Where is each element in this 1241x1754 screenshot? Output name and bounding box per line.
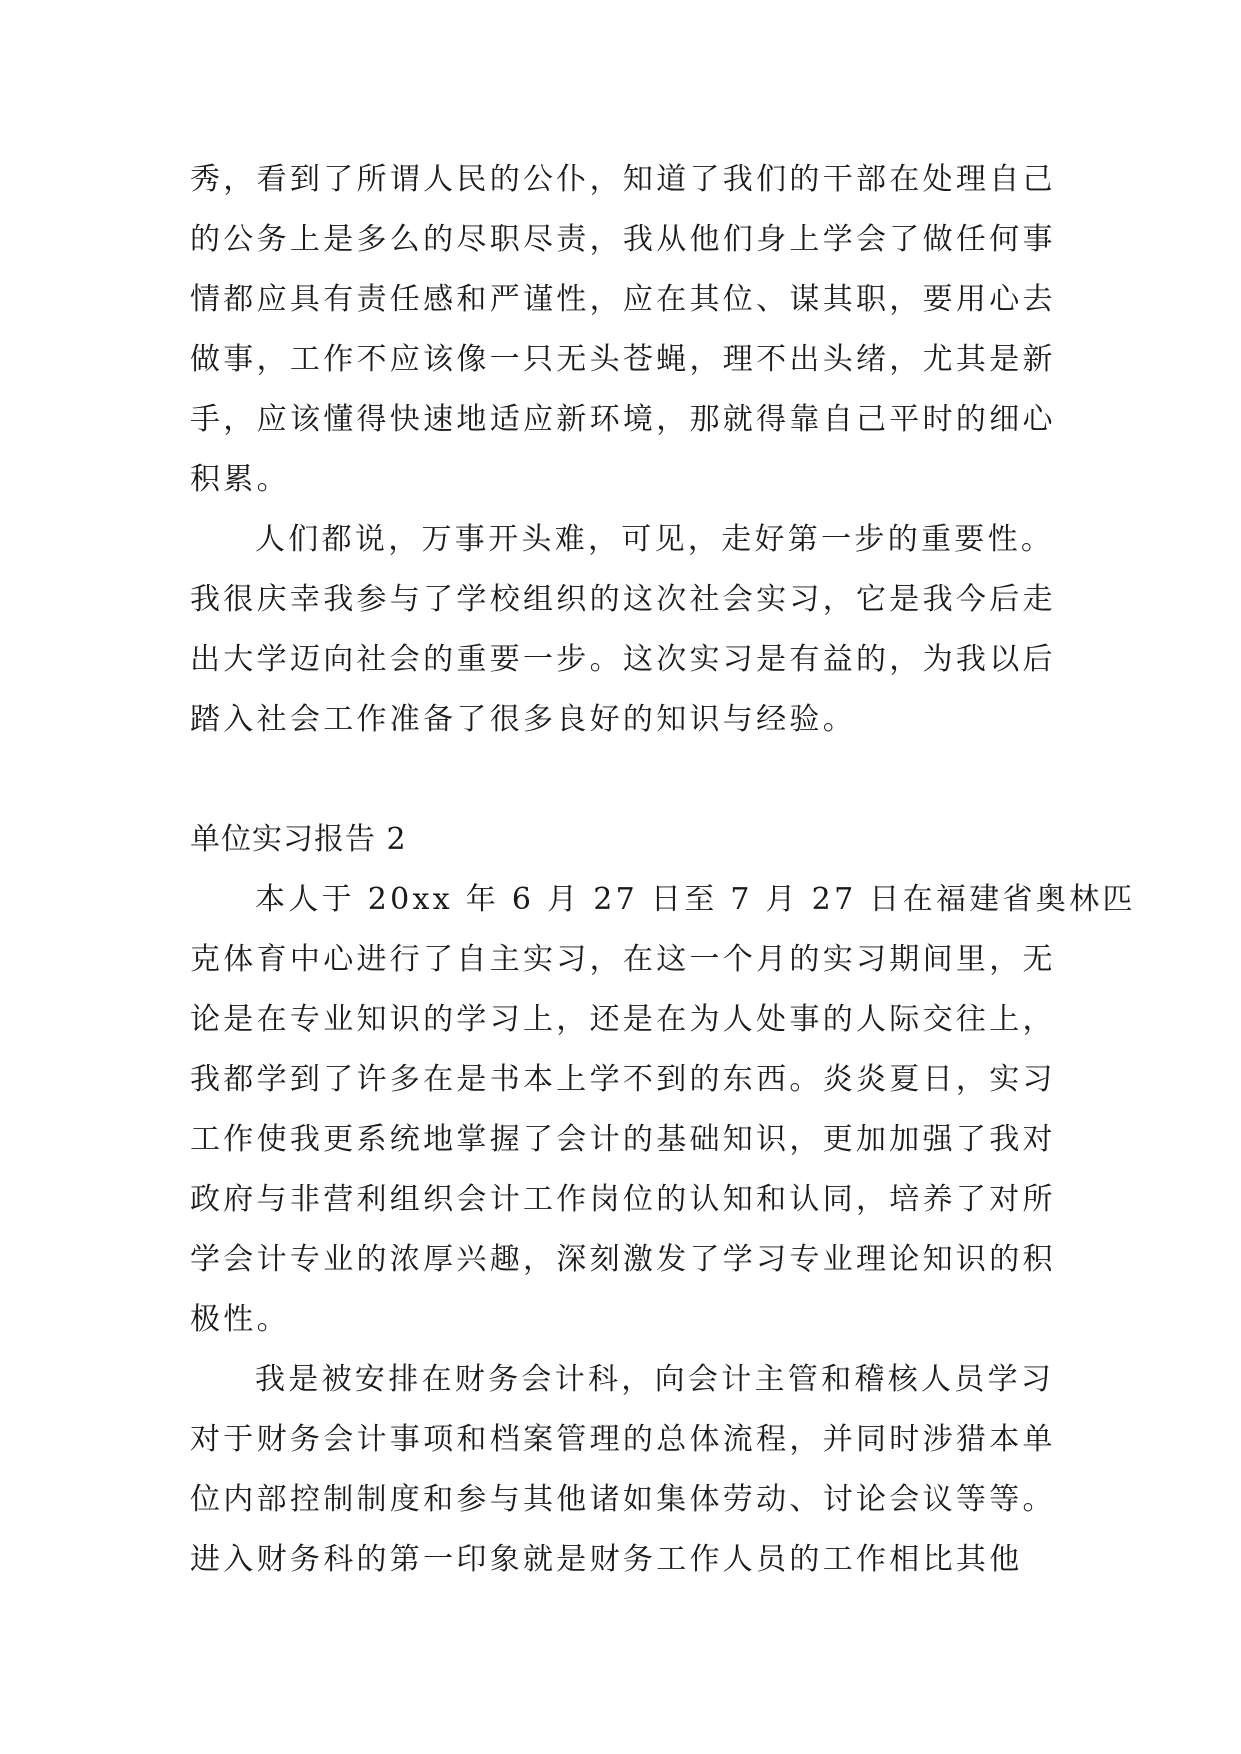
text-line: 克体育中心进行了自主实习，在这一个月的实习期间里，无 (190, 942, 1056, 977)
paragraph-4 (190, 1350, 1056, 1590)
text-line: 积累。 (190, 462, 290, 497)
text-line: 的公务上是多么的尽职尽责，我从他们身上学会了做任何事 (190, 222, 1056, 257)
paragraph-3 (190, 870, 1136, 1350)
text-line: 位内部控制制度和参与其他诸如集体劳动、讨论会议等等。 (190, 1482, 1056, 1517)
text-line: 学会计专业的浓厚兴趣，深刻激发了学习专业理论知识的积 (190, 1242, 1056, 1277)
text-line: 情都应具有责任感和严谨性，应在其位、谋其职，要用心去 (190, 282, 1056, 317)
text-line: 手，应该懂得快速地适应新环境，那就得靠自己平时的细心 (190, 402, 1056, 437)
text-line: 工作使我更系统地掌握了会计的基础知识，更加加强了我对 (190, 1122, 1056, 1157)
text-line: 政府与非营利组织会计工作岗位的认知和认同，培养了对所 (190, 1182, 1056, 1217)
text-line: 做事，工作不应该像一只无头苍蝇，理不出头绪，尤其是新 (190, 342, 1056, 377)
text-line: 对于财务会计事项和档案管理的总体流程，并同时涉猎本单 (190, 1422, 1056, 1457)
blank-line (190, 750, 1050, 810)
text-line: 我都学到了许多在是书本上学不到的东西。炎炎夏日，实习 (190, 1062, 1056, 1097)
paragraph-2 (190, 510, 1056, 750)
text-line: 论是在专业知识的学习上，还是在为人处事的人际交往上， (190, 1002, 1056, 1037)
section-heading: 单位实习报告 2 (190, 822, 407, 857)
document-body (190, 150, 1136, 1590)
text-line: 我是被安排在财务会计科，向会计主管和稽核人员学习 (255, 1362, 1055, 1397)
text-line: 本人于 20xx 年 6 月 27 日至 7 月 27 日在福建省奥林匹 (255, 882, 1136, 917)
text-line: 出大学迈向社会的重要一步。这次实习是有益的，为我以后 (190, 642, 1056, 677)
text-line: 秀，看到了所谓人民的公仆，知道了我们的干部在处理自己 (190, 162, 1056, 197)
text-line: 人们都说，万事开头难，可见，走好第一步的重要性。 (255, 522, 1055, 557)
text-line: 进入财务科的第一印象就是财务工作人员的工作相比其他 (190, 1542, 1023, 1577)
text-line: 极性。 (190, 1302, 290, 1337)
text-line: 踏入社会工作准备了很多良好的知识与经验。 (190, 702, 856, 737)
paragraph-1 (190, 150, 1056, 510)
text-line: 我很庆幸我参与了学校组织的这次社会实习，它是我今后走 (190, 582, 1056, 617)
